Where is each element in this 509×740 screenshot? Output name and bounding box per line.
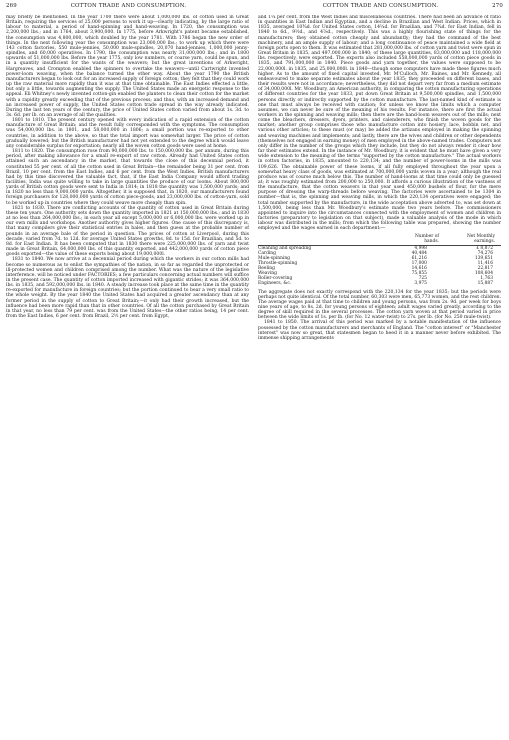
table-cell-earnings: 108,604 <box>474 271 493 277</box>
table-cell-hands: 75,855 <box>411 271 427 277</box>
table-cell-earnings: £ 8,872 <box>476 245 493 251</box>
paragraph: may briefly be mentioned. In the year 1700 there were about 1,000,000 lbs. of cotton used in Great Britain, requiring the services of 25,000 persons to work it up—clearly indicating, by the large ratio of labour to material, a period of hand-spinning and hand-weaving. In 1720, the consumption was 2,200,000 lbs.; and in 1764, about 3,900,000. In 1775, before Arkwright's patent became established, the consumption was 4,800,000, which doubled by the year 1781. With 1786 began the new order of things. In the next following year the consumption was 23,000,000 lbs.; to work up which there were 143 cotton factories, 550 mule-jennies, 50,000 mule-spindles, 20,070 hand-jennies, 1,000,000 jenny-spindles, and 60,000 operatives. In 1790, the consumption was nearly 31,000,000 lbs.; and in 1800 upwards of 51,000,000 lbs. Before the year 1775, only low numbers, or coarse yarn, could be spun, and in a quantity insufficient for the wants of the weavers; but the great inventions of Arkwright, Hargreaves, and Crompton enabled the spinners to overtake the weavers—until Cartwright invented power-loom weaving, when the balance turned the other way. About the year 1790 the British manufacturers began to look out for an increased supply of foreign cotton; they felt that they could work up the raw material more rapidly than it was at that time obtainable. The East Indies effected a little, but only a little, towards augmenting the supply. The United States made an energetic response to the appeal. Eli Whitney's newly invented cotton-gin enabled the planters to clean their cotton for the market with a rapidity greatly exceeding that of the previous process; and thus, with an increased demand and an increased power of supply, the United States cotton trade spread in the way already indicated. During the last ten years of the century, the price of United States cotton varied from about 1s. 3d. to 3s. 6d. per lb. on an average of all the qualities. <box>6 15 249 118</box>
table-cell-department: Mule-spinning <box>258 255 290 261</box>
table-cell-hands: 3,975 <box>414 281 427 287</box>
right-column <box>258 15 501 737</box>
table-header-department <box>258 234 399 246</box>
table-cell-hands: 725 <box>418 276 427 282</box>
table-cell-earnings: 22,817 <box>477 266 493 272</box>
page-header <box>6 3 503 13</box>
page-number-left: 269 <box>6 3 17 9</box>
table-header-hands: Number of hands. <box>399 234 445 246</box>
table-cell-hands: 40,484 <box>411 250 427 256</box>
table-cell-department: Roller-covering <box>258 276 293 282</box>
table-cell-earnings: 15,887 <box>477 281 493 287</box>
table-cell-department: Weaving <box>258 271 277 277</box>
table-cell-earnings: 11,416 <box>477 261 493 267</box>
paragraph: 1831 to 1840. We now arrive at a decennial period during which the workers in our cotton mills had become so numerous as to enlist the sympathies of the nation, in so far as regarded the unprotected or ill-protected women and children comprised among the number. What was the nature of the legislative interference, will be noticed under FACTORIES; a few particulars concerning actual numbers will suffice in the present case. The quantity of cotton imported increased with gigantic strides; it was 364,000,000 lbs. in 1835, and 592,000,000 lbs. in 1840. A steady increase took place at the same time in the quantity re-exported for manufacture in foreign countries; but the portion continued to bear a very small ratio to the whole weight. By the year 1840 the United States had acquired a greater ascendancy than at any former period in the supply of cotton to Great Britain;—it only had their growth increased, but the influence had been more rapid than that in other countries. Of all the cotton purchased by Great Britain in that year, no less than 79 per cent. was from the United States—the other ratios being, 14 per cent. from the East Indies, 6 per cent. from Brazil, 2½ per cent. from Egypt, <box>6 257 249 320</box>
table-cell-department: Engineers, &c. <box>258 281 292 287</box>
table-header-earnings: Net Monthly earnings. <box>445 234 501 246</box>
paragraph: 1811 to 1820. The consumption rose from 90,000,000 lbs. to 150,000,000 lbs. per annum, during this period, after making allowance for a small re-export of raw cotton. Already had United States cotton attained such an ascendancy in the market, that towards the close of this decennial period, it constituted 55 per cent. of all the cotton used in Great Britain—the remainder being 31 per cent. from Brazil, 10 per cent. from the East Indies, and 6 per cent. from the West Indies. British manufacturers had by this time discovered the valuable fact, that, if the East India Company would afford trading facilities, India was quite willing to take in large quantities the produce of our looms. About 800,000 yards of British cotton goods were sent to India in 1814; in 1818 the quantity was 1,500,000 yards; and in 1820 no less than 9,000,000 yards. Altogether, it is supposed that, in 1820, our manufacturers found foreign purchasers for 128,000,000 yards of cotton piece-goods, and 23,000,000 lbs. of cotton-yarn, sold to be worked up in countries where they could weave more cheaply than spin. <box>6 149 249 206</box>
table-row <box>258 281 501 286</box>
paragraph: 1801 to 1810. The present century opened with every indication of a rapid extension of the cotton manufacture of Great Britain; and the result fully corresponded with the symptoms. The consumption was 54,000,000 lbs. in 1801, and 58,000,000 in 1806; a small portion was re-exported to other countries, in addition to the above, so that the total import was somewhat larger. The price of cotton gradually lowered; but the British manufacturer had not yet extended to the degree which would leave any considerable surplus for exportation; nearly all the woven cotton goods were used at home. <box>6 118 249 149</box>
running-title-left: COTTON TRADE AND CONSUMPTION. <box>70 3 187 9</box>
employment-table <box>258 234 501 287</box>
table-cell-department: Carding <box>258 250 276 256</box>
table-cell-earnings: 1,763 <box>480 276 493 282</box>
paragraph: 1841 to 1850. The arrival of this period was marked by a notable manifestation of the influence possessed by the cotton manufacturers and merchants of England. The "cotton interest" or "Manchester interest" was now so great, that statesmen began to heed it in a manner never before exhibited. The immense shipping arrangements <box>258 320 501 341</box>
left-column <box>6 15 249 737</box>
table-cell-hands: 17,000 <box>411 261 427 267</box>
running-title-right: COTTON TRADE AND CONSUMPTION. <box>322 3 439 9</box>
table-cell-department: Cleaning and spreading <box>258 245 312 251</box>
table-cell-department: Reeling <box>258 266 275 272</box>
table-header-row <box>258 234 501 246</box>
page-number-right: 270 <box>492 3 503 9</box>
paragraph: The aggregate does not exactly correspond with the 220,134 for the year 1835; but the periods were perhaps not quite identical. Of the total number, 60,303 were men, 65,773 women, and the rest children. The average wages paid at that time to children and young persons, was from 2s. 9d. per week for boys nine years of age, to 8s. 2d. for young persons of eighteen; adult wages varied greatly, according to the degree of skill required in the several processes. The cotton yarn woven at that period varied in price between the wide limits of 1s. per lb. (for No. 12 water-twist) to 27s. per lb. (for No. 250 mule-twist). <box>258 289 501 321</box>
table-cell-hands: 14,616 <box>411 266 427 272</box>
table-cell-hands: 61,216 <box>411 255 427 261</box>
paragraph: 1821 to 1830. There are conflicting accounts of the quantity of cotton used in Great Britain during these ten years. One authority sets down the quantity imported in 1821 at 150,000,000 lbs.; and in 1830 at no less than 264,000,000 lbs.; in each year all except 5,000,000 or 6,000,000 lbs. were worked up in our own mills and workshops. Another authority gives higher figures. One cause of this discrepancy is, that many compilers give their statistical entries in bales, and then guess at the probable number of pounds in an average bale of the period in question. The prices of cotton at Liverpool, during this decade, varied from 7d. to 12d. for average United States growths, 8d. to 15d. for Brazilian, and 5d. to 8d. for East Indian. It has been computed that in 1830 there were 225,000,000 lbs. of yarn and twist made in Great Britain, 64,000,000 lbs. of this quantity exported, and 442,000,000 yards of cotton piece goods exported—the value of these exports being about 19,000,000l. <box>6 205 249 258</box>
table-cell-hands: 4,998 <box>414 245 427 251</box>
paragraph: and 1¼ per cent. from the West Indies and miscellaneous countries. There had been an advance of ratio in quantities in East Indian and Egyptian, and a decline in Brazilian and West Indian. Prices, which in 1835, averaged 10¾d. for United States cotton, 14¼d. for Brazilian, and 7¾d. for East Indian, fell in 1840 to 6d., 9½d., and 4⅞d., respectively. This was a highly flourishing state of things for the manufacturers; they obtained cotton cheaply and abundantly; they had the command of the best machinery, and an ample supply of labour; and a long continuance of peace maintained a wide field at foreign ports open to them. It was estimated that 281,000,000 lbs. of cotton yarn and twist were spun in Great Britain in 1835, and 497,000,000 in 1840; of these large quantities, 83,000,000 and 118,000,000 lbs. respectively, were exported. The exports also included 558,000,000 yards of cotton piece goods in 1835, and 791,000,000 in 1840. Piece goods and yarn together, the values were supposed to be 22,000,000l. in 1835, and 25,000,000l. in 1840—though some computers have made these figures much higher. As to the amount of fixed capital invested, Mr. M'Culloch, Mr. Baines, and Mr. Kennedy, all endeavoured to make separate estimates about the year 1835; they proceeded on different bases, and their results were not in accordance; nevertheless, they did not depart very far from a medium estimate of 34,000,000l. Mr. Woodbury, an American authority, in comparing the cotton manufacturing operations of different countries for the year 1833, put down Great Britain at 9,500,000 spindles, and 1,500,000 persons directly or indirectly supported by the cotton manufacture. The last-named kind of estimate is one that must always be received with caution; for unless we know the limits which a computer assumes, we can never be sure of the meaning of his results. For instance, there are first the actual workers in the spinning and weaving mills; then there are the hand-loom weavers out of the mills; next come the bleachers, dressers, dyers, printers, and calenderers, who finish the woven goods for the market; another group comprises those who manufacture cotton into hosiery, lace, bobbin net, and various other articles; to these must (or may) be added the artizans employed in making the spinning and weaving machines and implements; and lastly, there are the wives and children or other dependents (themselves not engaged in earning money) of men employed in the above-named trades. Computers not only differ in the number of the groups which they include, but they do not always render it clear how far their estimates extend. In the instance of Mr. Woodbury, it is evident that he must have given a very wide extension to the meaning of the terms "supported by the cotton manufacture." The actual workers in cotton factories, in 1835, amounted to 220,134; and the number of power-looms in the mills was 109,626. The obtainable power of these looms, if all fully employed throughout the year upon a somewhat heavy class of goods, was estimated at 700,000,000 yards woven in a year; although the real produce was of course much below this. The number of hand-looms at that time could only be guessed at; it was roughly estimated from 200,000 to 250,000. It affords a curious illustration of the vastness of the manufacture, that the cotton weavers in that year used 450,000 bushels of flour, for the mere purpose of dressing the warp-threads before weaving. The factories were ascertained to be 1304 in number—that is, the spinning and weaving mills, in which the 220,134 operatives were engaged; the total number supported by the manufacture, in the wide acceptation above adverted to, was set down at 1,500,000, being less than Mr. Woodbury's estimate made two years before. The commissioners appointed to inquire into the circumstances connected with the employment of women and children in factories (preparatory to legislation on that subject), made a valuable analysis of the mode in which labour was distributed in the mills; from which the following table was prepared, showing the number employed and the wages earned in each department:— <box>258 15 501 232</box>
table-cell-earnings: 74,276 <box>477 250 493 256</box>
table-cell-earnings: 139,651 <box>474 255 493 261</box>
table-cell-department: Throstle-spinning <box>258 261 298 267</box>
